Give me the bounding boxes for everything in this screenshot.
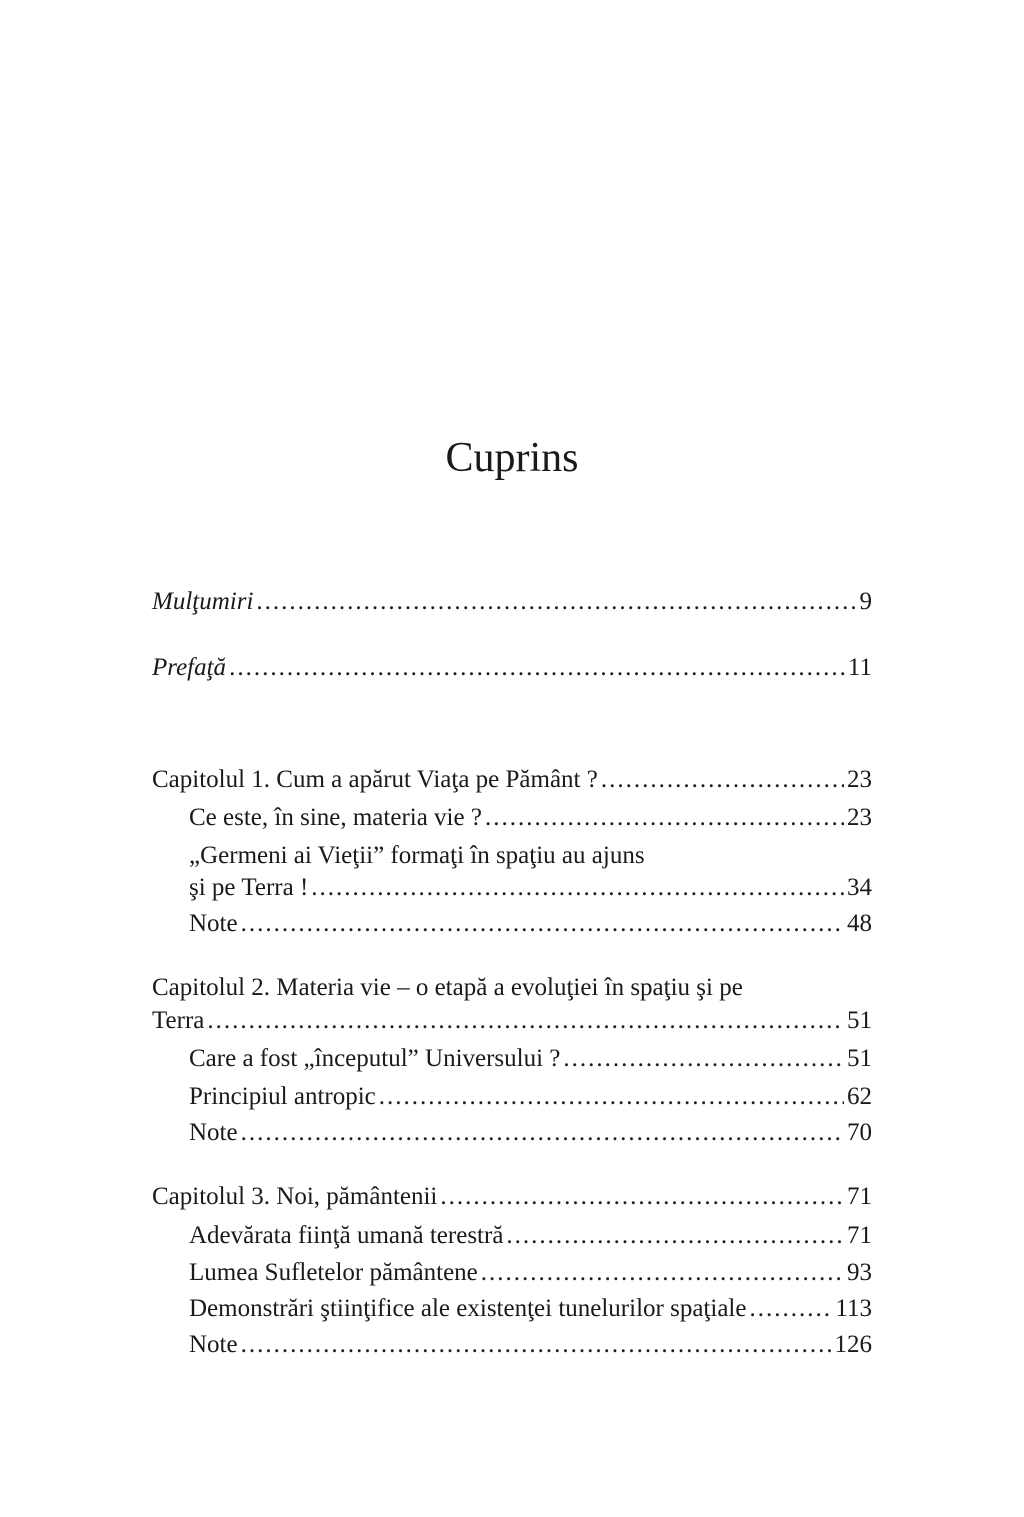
toc-entry-preface[interactable] bbox=[152, 650, 872, 686]
toc-page-number: 48 bbox=[847, 910, 872, 937]
dot-leader bbox=[207, 1003, 844, 1039]
toc-page-number: 34 bbox=[847, 874, 872, 901]
dot-leader bbox=[749, 1291, 832, 1327]
toc-page-number: 23 bbox=[847, 766, 872, 793]
toc-page-number: 51 bbox=[847, 1045, 872, 1072]
toc-section-notes[interactable] bbox=[189, 906, 872, 942]
toc-section[interactable] bbox=[189, 1218, 872, 1254]
toc-chapter-label: Capitolul 1. Cum a apărut Viaţa pe Pământ ? bbox=[152, 766, 598, 793]
dot-leader bbox=[241, 1115, 844, 1151]
toc-section-label: Demonstrări ştiinţifice ale existenţei tunelurilor spaţiale bbox=[189, 1295, 747, 1322]
toc-section[interactable] bbox=[189, 1255, 872, 1291]
toc-section-label: Care a fost „începutul” Universului ? bbox=[189, 1045, 561, 1072]
toc-section-label: Note bbox=[189, 1331, 238, 1358]
toc-section[interactable] bbox=[189, 1041, 872, 1077]
toc-entry-label: Mulţumiri bbox=[152, 588, 254, 615]
dot-leader bbox=[241, 1327, 832, 1363]
toc-section-notes[interactable] bbox=[189, 1327, 872, 1363]
dot-leader bbox=[563, 1041, 844, 1077]
toc-entry-acknowledgements[interactable] bbox=[152, 584, 872, 620]
toc-section-line1[interactable]: „Germeni ai Vieţii” formaţi în spaţiu au ajuns bbox=[189, 842, 645, 869]
dot-leader bbox=[241, 906, 844, 942]
toc-section-label: Lumea Sufletelor pământene bbox=[189, 1259, 478, 1286]
dot-leader bbox=[229, 650, 845, 686]
toc-page-number: 93 bbox=[847, 1259, 872, 1286]
toc-chapter-3[interactable] bbox=[152, 1179, 872, 1215]
toc-entry-label: Prefaţă bbox=[152, 654, 227, 681]
dot-leader bbox=[311, 870, 844, 906]
toc-section-label: Adevărata fiinţă umană terestră bbox=[189, 1222, 504, 1249]
toc-section-label: Note bbox=[189, 1119, 238, 1146]
toc-chapter-2[interactable] bbox=[152, 1003, 872, 1039]
toc-chapter-label: Capitolul 3. Noi, pământenii bbox=[152, 1183, 438, 1210]
toc-section-label: Note bbox=[189, 910, 238, 937]
toc-section-label: Ce este, în sine, materia vie ? bbox=[189, 804, 482, 831]
toc-page-number: 62 bbox=[847, 1083, 872, 1110]
toc-section-label: şi pe Terra ! bbox=[189, 874, 309, 901]
toc-page-number: 11 bbox=[847, 654, 872, 681]
toc-section-label: Principiul antropic bbox=[189, 1083, 376, 1110]
toc-page-number: 23 bbox=[847, 804, 872, 831]
toc-section[interactable] bbox=[189, 1291, 872, 1327]
toc-page-number: 71 bbox=[847, 1222, 872, 1249]
page-title: Cuprins bbox=[445, 435, 579, 481]
toc-page-number: 71 bbox=[847, 1183, 872, 1210]
dot-leader bbox=[379, 1079, 844, 1115]
toc-page-number: 51 bbox=[847, 1007, 872, 1034]
toc-section-notes[interactable] bbox=[189, 1115, 872, 1151]
dot-leader bbox=[256, 584, 856, 620]
toc-page-number: 70 bbox=[847, 1119, 872, 1146]
toc-chapter-2-line1[interactable]: Capitolul 2. Materia vie – o etapă a evoluţiei în spaţiu şi pe bbox=[152, 974, 743, 1001]
toc-page-number: 126 bbox=[834, 1331, 872, 1358]
toc-section[interactable] bbox=[189, 800, 872, 836]
dot-leader bbox=[506, 1218, 844, 1254]
toc-page-number: 9 bbox=[859, 588, 872, 615]
dot-leader bbox=[601, 762, 844, 798]
dot-leader bbox=[481, 1255, 844, 1291]
toc-section[interactable] bbox=[189, 870, 872, 906]
dot-leader bbox=[485, 800, 844, 836]
toc-section[interactable] bbox=[189, 1079, 872, 1115]
toc-chapter-1[interactable] bbox=[152, 762, 872, 798]
dot-leader bbox=[440, 1179, 844, 1215]
toc-chapter-label: Terra bbox=[152, 1007, 205, 1034]
toc-page-number: 113 bbox=[835, 1295, 872, 1322]
